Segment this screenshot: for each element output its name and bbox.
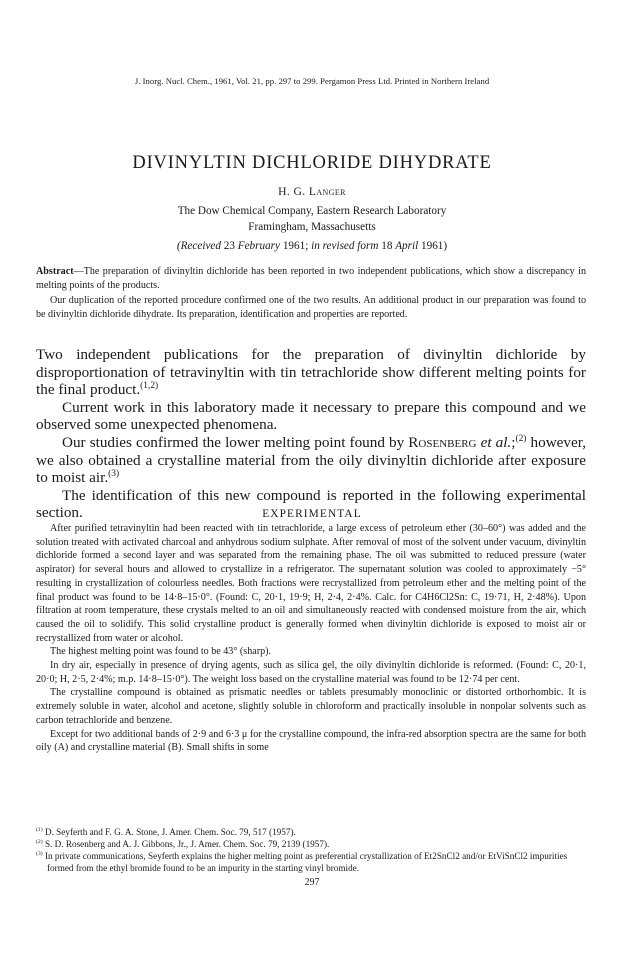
reference-number: (1) (36, 826, 43, 833)
received-year: 1961; (282, 240, 309, 252)
section-heading: EXPERIMENTAL (262, 508, 362, 520)
intro-paragraph-4: The identification of this new compound is reported in the following experimental section. (36, 486, 586, 522)
experimental-paragraph-3: In dry air, especially in presence of drying agents, such as silica gel, the oily divinyltin dichloride is reformed. (Found: C, 20·1, 20·0; H, 2·5, 2·4%; m.p. 14·8–15·0°). The weight loss based on the crystalline material was found to be 12·74 per cent. (36, 660, 586, 685)
citation-1-2: (1,2) (140, 381, 159, 392)
page-number: 297 (304, 877, 320, 888)
abstract-paragraph-1 (36, 265, 586, 294)
experimental-paragraph-5: Except for two additional bands of 2·9 and 6·3 μ for the crystalline compound, the infra-red absorption spectra are the same for both oily (A) and crystalline material (B). Small shifts in some (36, 728, 586, 754)
revised-day: 18 (381, 240, 393, 252)
intro-paragraph-3 (36, 434, 586, 487)
intro-text-3b: however, we also obtained a crystalline material from the oily divinyltin dichloride after exposure to moist air. (36, 433, 586, 487)
experimental-section (36, 522, 586, 755)
cited-author: Rosenberg (408, 433, 477, 451)
reference-text: D. Seyferth and F. G. A. Stone, J. Amer. Chem. Soc. 79, 517 (1957). (44, 827, 296, 837)
abstract (36, 265, 586, 323)
author-name: H. G. Langer (278, 185, 346, 198)
abstract-label: Abstract (36, 266, 74, 277)
intro-paragraph-1 (36, 346, 586, 399)
reference-number: (3) (36, 850, 43, 857)
reference-1 (36, 826, 586, 838)
revised-label: in revised form (311, 240, 379, 252)
footnote-references (36, 826, 586, 874)
received-prefix: (Received (176, 240, 221, 252)
intro-text-3a: Our studies confirmed the lower melting point found by (62, 433, 405, 451)
reference-number: (2) (36, 838, 43, 845)
received-day: 23 (223, 240, 235, 252)
reference-text: S. D. Rosenberg and A. J. Gibbons, Jr., J. Amer. Chem. Soc. 79, 2139 (1957). (44, 839, 330, 849)
abstract-text-1: —The preparation of divinyltin dichloride has been reported in two independent publications, which show a discrepancy in melting points of the products. (36, 266, 586, 292)
experimental-paragraph-1: After purified tetravinyltin had been reacted with tin tetrachloride, a large excess of petroleum ether (30–60°) was added and the solution treated with activated charcoal and anhydrous sodium sulphate. After removal of most of the solvent under vacuum, divinyltin dichloride formed a second layer and was separated from the remaining phase. The oil was submitted to reduced pressure (water aspirator) for several hours and allowed to crystallize in a refrigerator. The supernatant solution was cooled to approximately −5° resulting in crystallization of colourless needles. Both fractions were recrystallized from petroleum ether and the melting point of the final product was found to be 14·8–15·0°. (Found: C, 20·1, 19·9; H, 2·4, 2·4%. Calc. for C4H6Cl2Sn: C, 19·71, H, 2·48%). Upon filtration at room temperature, these crystals melted to an oil and simultaneously reacted with condensed moisture from the air, which caused the oil to solidify. This solid crystalline product is generally formed when divinyltin dichloride is exposed to moist air or recrystallized from water or alcohol. (36, 523, 586, 644)
revised-month: April (395, 240, 419, 252)
reference-2 (36, 838, 586, 850)
citation-2: (2) (515, 433, 527, 444)
journal-citation: J. Inorg. Nucl. Chem., 1961, Vol. 21, pp. 297 to 299. Pergamon Press Ltd. Printed in Northern Ireland (134, 76, 490, 86)
received-month: February (237, 240, 281, 252)
reference-3 (36, 850, 586, 874)
intro-text-1: Two independent publications for the preparation of divinyltin dichloride by disproportionation of tetravinyltin with tin tetrachloride show different melting points for the final product. (36, 346, 586, 399)
affiliation-line-2: Framingham, Massachusetts (248, 221, 376, 233)
revised-year: 1961) (421, 240, 448, 252)
citation-3: (3) (108, 469, 120, 480)
article-title: DIVINYLTIN DICHLORIDE DIHYDRATE (132, 153, 492, 173)
intro-paragraph-2: Current work in this laboratory made it necessary to prepare this compound and we observed some unexpected phenomena. (36, 398, 586, 434)
et-al: et al. (480, 433, 512, 451)
received-dates (0, 240, 624, 252)
experimental-paragraph-4: The crystalline compound is obtained as prismatic needles or tablets presumably monoclinic or distorted orthorhombic. It is extremely soluble in water, alcohol and acetone, slightly soluble in chloroform and practically insoluble in nonpolar solvents such as carbon tetrachloride and benzene. (36, 687, 586, 726)
reference-text: In private communications, Seyferth explains the higher melting point as preferential crystallization of Et2SnCl2 and/or EtViSnCl2 impurities formed from the ethyl bromide found to be an impurity in the starting vinyl bromide. (44, 851, 568, 873)
introduction (36, 346, 586, 522)
affiliation-line-1: The Dow Chemical Company, Eastern Research Laboratory (177, 205, 447, 217)
experimental-paragraph-2: The highest melting point was found to be 43° (sharp). (50, 646, 272, 658)
affiliation (0, 203, 624, 235)
intro-semicolon: ; (511, 433, 516, 451)
abstract-paragraph-2: Our duplication of the reported procedure confirmed one of the two results. An additional product in our preparation was found to be divinyltin dichloride dihydrate. Its preparation, identification and properties are reported. (36, 294, 586, 321)
